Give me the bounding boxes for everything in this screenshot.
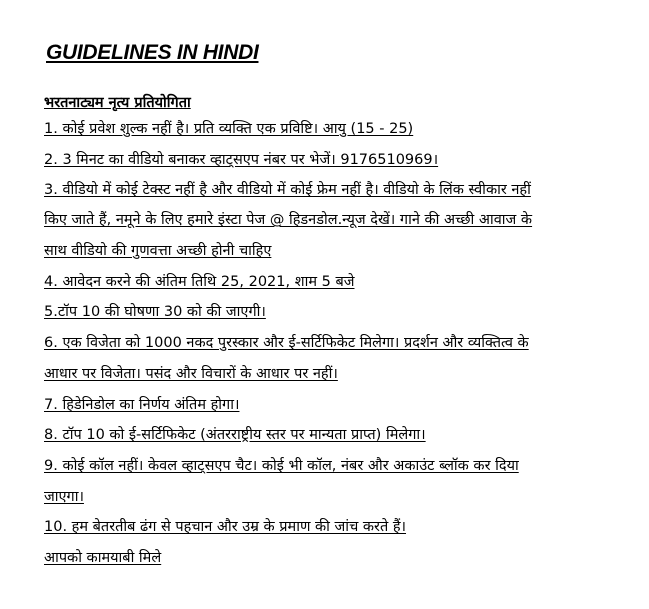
guideline-line: साथ वीडियो की गुणवत्ता अच्छी होनी चाहिए <box>44 243 272 259</box>
guideline-line: आधार पर विजेता। पसंद और विचारों के आधार पर नहीं। <box>44 366 338 382</box>
guideline-line: 2. 3 मिनट का वीडियो बनाकर व्हाट्सएप नंबर पर भेजें। 9176510969। <box>44 152 439 168</box>
guideline-line: 7. हिडेनिडोल का निर्णय अंतिम होगा। <box>44 397 240 413</box>
guideline-line: 8. टॉप 10 को ई-सर्टिफिकेट (अंतरराष्ट्रीय स्तर पर मान्यता प्राप्त) मिलेगा। <box>44 427 426 443</box>
guideline-line: 3. वीडियो में कोई टेक्स्ट नहीं है और वीडियो में कोई फ्रेम नहीं है। वीडियो के लिंक स्वीकार नहीं <box>44 182 531 198</box>
document-title: GUIDELINES IN HINDI <box>46 41 259 64</box>
guideline-line: 10. हम बेतरतीब ढंग से पहचान और उम्र के प्रमाण की जांच करते हैं। <box>44 519 407 535</box>
closing-line: आपको कामयाबी मिले <box>44 550 162 566</box>
guideline-line: 4. आवेदन करने की अंतिम तिथि 25, 2021, शाम 5 बजे <box>44 274 355 290</box>
competition-heading: भरतनाट्यम नृत्य प्रतियोगिता <box>44 95 191 111</box>
guideline-line: 1. कोई प्रवेश शुल्क नहीं है। प्रति व्यक्ति एक प्रविष्टि। आयु (15 - 25) <box>44 121 414 137</box>
guideline-line: 9. कोई कॉल नहीं। केवल व्हाट्सएप चैट। कोई भी कॉल, नंबर और अकाउंट ब्लॉक कर दिया <box>44 458 519 474</box>
guideline-line: 6. एक विजेता को 1000 नकद पुरस्कार और ई-सर्टिफिकेट मिलेगा। प्रदर्शन और व्यक्तित्व के <box>44 335 529 351</box>
guideline-line: किए जाते हैं, नमूने के लिए हमारे इंस्टा पेज @ हिडनडोल.न्यूज देखें। गाने की अच्छी आवाज के <box>44 212 533 228</box>
guideline-line: जाएगा। <box>44 489 84 505</box>
guideline-line: 5.टॉप 10 की घोषणा 30 को की जाएगी। <box>44 304 266 320</box>
